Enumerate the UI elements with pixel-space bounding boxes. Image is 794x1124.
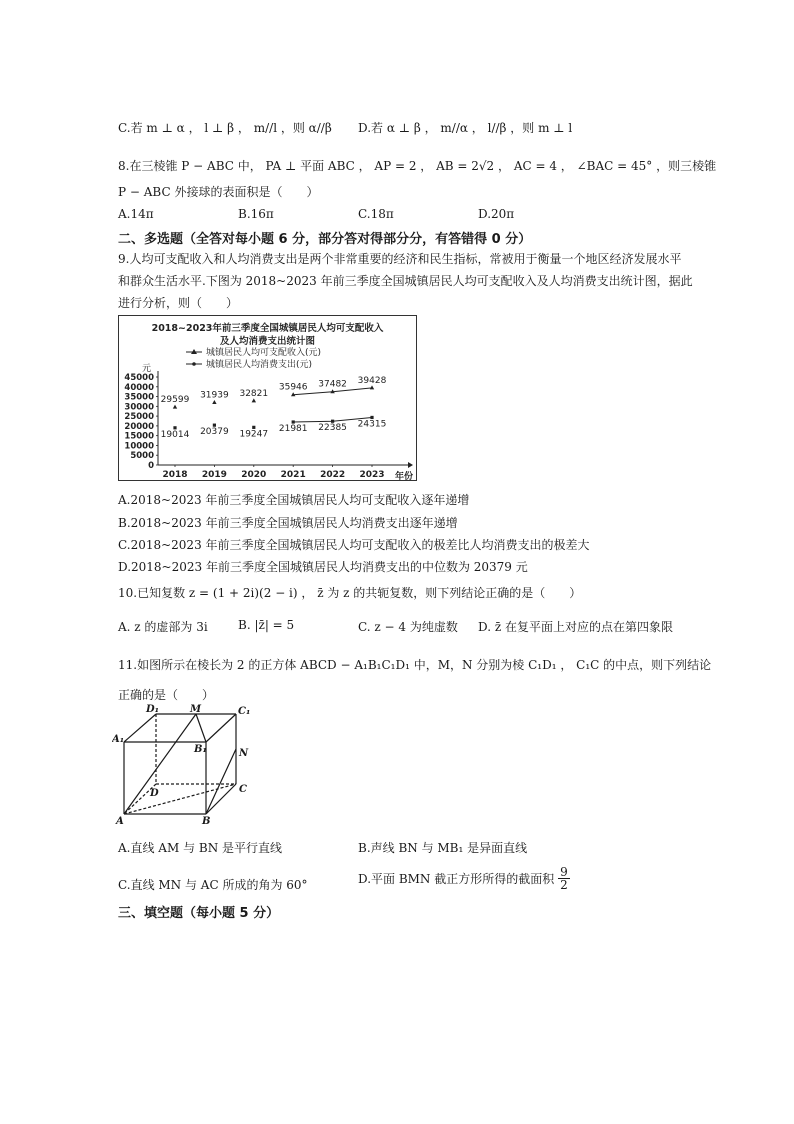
q8-option-d: D.20π (478, 207, 515, 221)
q8-stem-line1: 8.在三棱锥 P − ABC 中， PA ⊥ 平面 ABC ， AP = 2 ， AB = 2√2 ， AC = 4 ， ∠BAC = 45° ，则三棱锥 (118, 159, 717, 173)
fraction-nine-halves (558, 866, 570, 891)
x-tick-label: 2019 (201, 470, 227, 480)
data-label: 31939 (200, 390, 229, 401)
y-tick-label: 10000 (124, 441, 154, 452)
q9-option-c: C.2018~2023 年前三季度全国城镇居民人均可支配收入的极差比人均消费支出的极差大 (118, 538, 590, 552)
y-axis-label: 元 (142, 364, 152, 374)
legend-entry: 城镇居民人均可支配收入(元) (206, 348, 322, 358)
y-tick-label: 15000 (124, 431, 154, 442)
data-label: 35946 (278, 382, 308, 393)
q10-option-b: B. |z̄| = 5 (238, 618, 295, 632)
q10-option-a: A. z 的虚部为 3i (118, 620, 208, 634)
label-a1: A₁ (112, 734, 125, 745)
fraction-numerator: 9 (560, 865, 568, 879)
q9-option-b: B.2018~2023 年前三季度全国城镇居民人均消费支出逐年递增 (118, 516, 458, 530)
q9-stem-line3: 进行分析，则（ ） (118, 296, 239, 310)
label-d1: D₁ (146, 704, 160, 715)
label-b: B (202, 816, 211, 826)
y-tick-label: 0 (148, 461, 154, 471)
q10-option-d: D. z̄ 在复平面上对应的点在第四象限 (478, 620, 673, 634)
q11-option-a: A.直线 AM 与 BN 是平行直线 (118, 841, 283, 855)
x-tick-label: 2022 (320, 470, 346, 480)
y-tick-label: 5000 (130, 451, 154, 462)
legend-marker-dot (192, 362, 196, 366)
label-c1: C₁ (238, 706, 251, 717)
x-axis-label: 年份 (394, 472, 413, 481)
label-n: N (239, 748, 249, 759)
section-3-heading: 三、填空题（每小题 5 分） (118, 906, 280, 921)
q8-option-b: B.16π (238, 207, 274, 221)
data-label: 39428 (357, 375, 387, 386)
q8-option-c: C.18π (358, 207, 394, 221)
q8-stem-line2: P − ABC 外接球的表面积是（ ） (118, 185, 319, 199)
x-tick-label: 2021 (280, 470, 306, 480)
q11-option-d-text: D.平面 BMN 截正方形所得的截面积 (358, 872, 555, 886)
q11-stem-line1: 11.如图所示在棱长为 2 的正方体 ABCD − A₁B₁C₁D₁ 中，M，N 分别为棱 C₁D₁ ， C₁C 的中点，则下列结论 (118, 658, 712, 672)
data-label: 19247 (239, 429, 269, 440)
data-label: 22385 (318, 423, 347, 434)
income-expenditure-chart (118, 315, 417, 481)
data-label: 37482 (318, 379, 347, 390)
y-tick-label: 35000 (124, 392, 154, 403)
q9-stem-line1: 9.人均可支配收入和人均消费支出是两个非常重要的经济和民生指标，常被用于衡量一个地区经济发展水平 (118, 252, 682, 266)
fraction-denominator: 2 (560, 878, 568, 892)
q7-option-c: C.若 m ⊥ α ， l ⊥ β ， m//l ，则 α//β (118, 121, 332, 135)
data-label: 19014 (160, 429, 190, 440)
data-label: 29599 (160, 395, 190, 406)
label-b1: B₁ (194, 744, 207, 755)
y-tick-label: 45000 (124, 373, 154, 383)
q9-option-a: A.2018~2023 年前三季度全国城镇居民人均可支配收入逐年递增 (118, 493, 470, 507)
legend-entry: 城镇居民人均消费支出(元) (206, 360, 313, 370)
q8-option-a: A.14π (118, 207, 154, 221)
y-tick-label: 40000 (124, 382, 154, 393)
q10-stem: 10.已知复数 z = (1 + 2i)(2 − i) ， z̄ 为 z 的共轭复数，则下列结论正确的是（ ） (118, 586, 582, 600)
x-tick-label: 2020 (241, 470, 267, 480)
chart-subtitle: 及人均消费支出统计图 (219, 336, 316, 347)
x-tick-label: 2023 (359, 470, 385, 480)
data-label: 24315 (357, 419, 387, 430)
q11-stem-line2: 正确的是（ ） (118, 688, 215, 702)
q10-option-c: C. z − 4 为纯虚数 (358, 620, 458, 634)
q11-option-d (358, 866, 570, 891)
q7-option-d: D.若 α ⊥ β ， m//α ， l//β ，则 m ⊥ l (358, 121, 573, 135)
q9-stem-line2: 和群众生活水平.下图为 2018~2023 年前三季度全国城镇居民人均可支配收入及人均消费支出统计图，据此 (118, 274, 693, 288)
section-2-heading: 二、多选题（全答对每小题 6 分，部分答对得部分分，有答错得 0 分） (118, 232, 532, 247)
y-tick-label: 20000 (124, 421, 154, 432)
q9-option-d: D.2018~2023 年前三季度全国城镇居民人均消费支出的中位数为 20379 元 (118, 560, 528, 574)
q11-option-c: C.直线 MN 与 AC 所成的角为 60° (118, 878, 308, 892)
label-d: D (150, 788, 159, 799)
label-c: C (239, 784, 247, 795)
data-label: 20379 (200, 427, 229, 438)
cube-figure (112, 702, 252, 826)
q11-option-b: B.声线 BN 与 MB₁ 是异面直线 (358, 841, 528, 855)
label-m: M (190, 704, 202, 715)
label-a: A (116, 816, 124, 826)
y-tick-label: 30000 (124, 402, 154, 413)
y-tick-label: 25000 (124, 412, 154, 423)
x-tick-label: 2018 (162, 470, 188, 480)
data-label: 32821 (239, 388, 269, 399)
data-label: 21981 (278, 424, 308, 435)
chart-title: 2018~2023年前三季度全国城镇居民人均可支配收入 (151, 323, 384, 334)
